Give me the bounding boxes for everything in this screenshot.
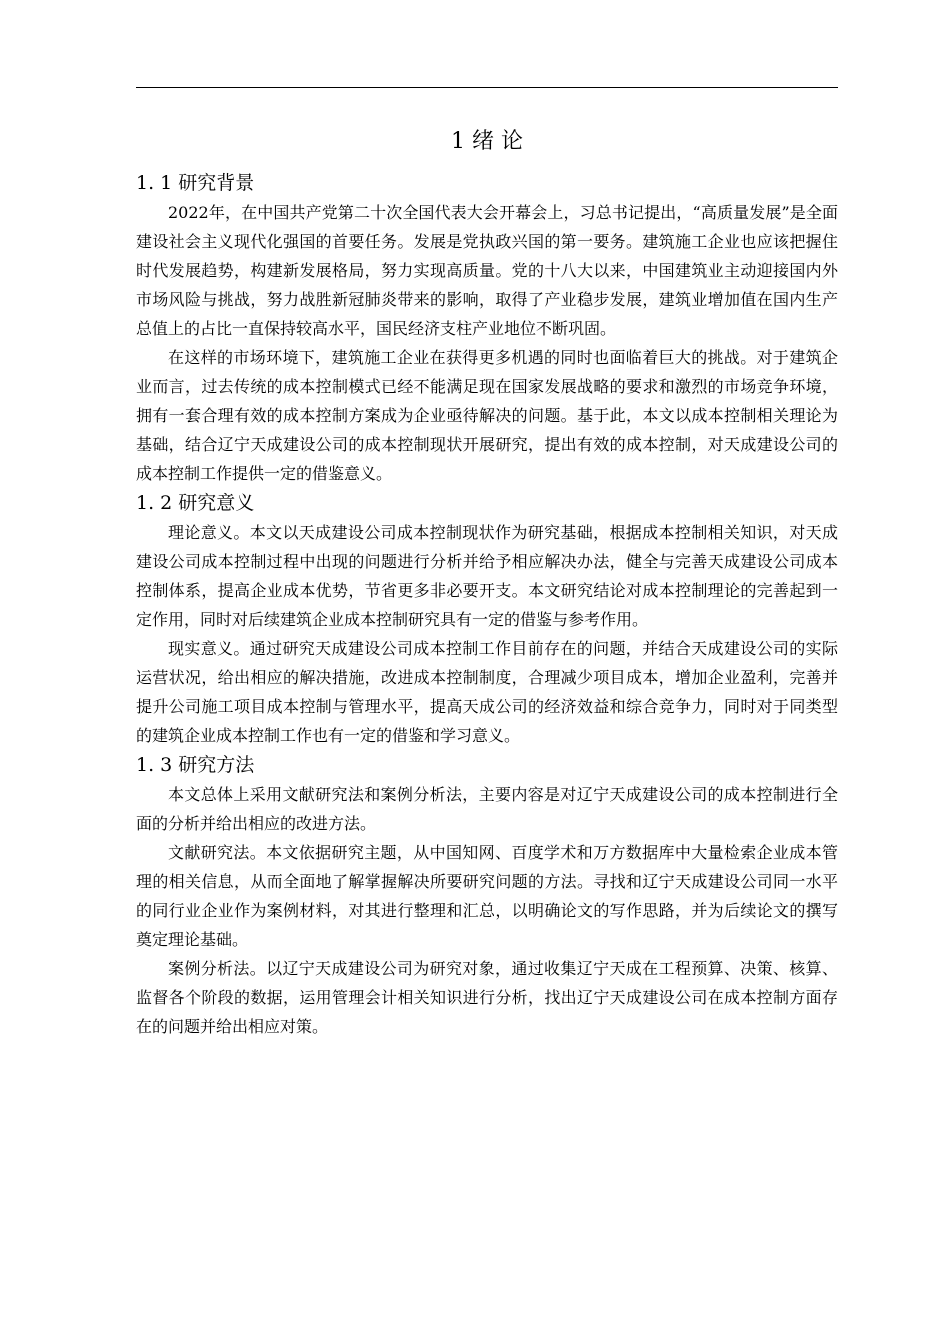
header-rule xyxy=(136,87,838,88)
paragraph: 在这样的市场环境下，建筑施工企业在获得更多机遇的同时也面临着巨大的挑战。对于建筑企业而言，过去传统的成本控制模式已经不能满足现在国家发展战略的要求和激烈的市场竞争环境，拥有一套合理有效的成本控制方案成为企业亟待解决的问题。基于此，本文以成本控制相关理论为基础，结合辽宁天成建设公司的成本控制现状开展研究，提出有效的成本控制，对天成建设公司的成本控制工作提供一定的借鉴意义。 xyxy=(136,348,838,483)
paragraph: 2022年，在中国共产党第二十次全国代表大会开幕会上，习总书记提出，“高质量发展”是全面建设社会主义现代化强国的首要任务。发展是党执政兴国的第一要务。建筑施工企业也应该把握住时代发展趋势，构建新发展格局，努力实现高质量。党的十八大以来，中国建筑业主动迎接国内外市场风险与挑战，努力战胜新冠肺炎带来的影响，取得了产业稳步发展，建筑业增加值在国内生产总值上的占比一直保持较高水平，国民经济支柱产业地位不断巩固。 xyxy=(136,203,838,338)
document-body xyxy=(136,124,838,1041)
section-heading-methods: 1. 3 研究方法 xyxy=(136,754,255,776)
section-heading-significance: 1. 2 研究意义 xyxy=(136,492,255,514)
section-methods xyxy=(136,750,838,1041)
chapter-title: 1 绪 论 xyxy=(451,129,523,154)
paragraph: 理论意义。本文以天成建设公司成本控制现状作为研究基础，根据成本控制相关知识，对天成建设公司成本控制过程中出现的问题进行分析并给予相应解决办法，健全与完善天成建设公司成本控制体系，提高企业成本优势，节省更多非必要开支。本文研究结论对成本控制理论的完善起到一定作用，同时对后续建筑企业成本控制研究具有一定的借鉴与参考作用。 xyxy=(136,523,838,629)
section-heading-background: 1. 1 研究背景 xyxy=(136,172,255,194)
section-background xyxy=(136,168,838,488)
paragraph: 案例分析法。以辽宁天成建设公司为研究对象，通过收集辽宁天成在工程预算、决策、核算、监督各个阶段的数据，运用管理会计相关知识进行分析，找出辽宁天成建设公司在成本控制方面存在的问题并给出相应对策。 xyxy=(136,959,838,1036)
paragraph: 现实意义。通过研究天成建设公司成本控制工作目前存在的问题，并结合天成建设公司的实际运营状况，给出相应的解决措施，改进成本控制制度，合理减少项目成本，增加企业盈利，完善并提升公司施工项目成本控制与管理水平，提高天成公司的经济效益和综合竞争力，同时对于同类型的建筑企业成本控制工作也有一定的借鉴和学习意义。 xyxy=(136,639,838,745)
section-significance xyxy=(136,488,838,750)
paragraph: 本文总体上采用文献研究法和案例分析法，主要内容是对辽宁天成建设公司的成本控制进行全面的分析并给出相应的改进方法。 xyxy=(136,785,838,833)
paragraph: 文献研究法。本文依据研究主题，从中国知网、百度学术和万方数据库中大量检索企业成本管理的相关信息，从而全面地了解掌握解决所要研究问题的方法。寻找和辽宁天成建设公司同一水平的同行业企业作为案例材料，对其进行整理和汇总，以明确论文的写作思路，并为后续论文的撰写奠定理论基础。 xyxy=(136,843,838,949)
